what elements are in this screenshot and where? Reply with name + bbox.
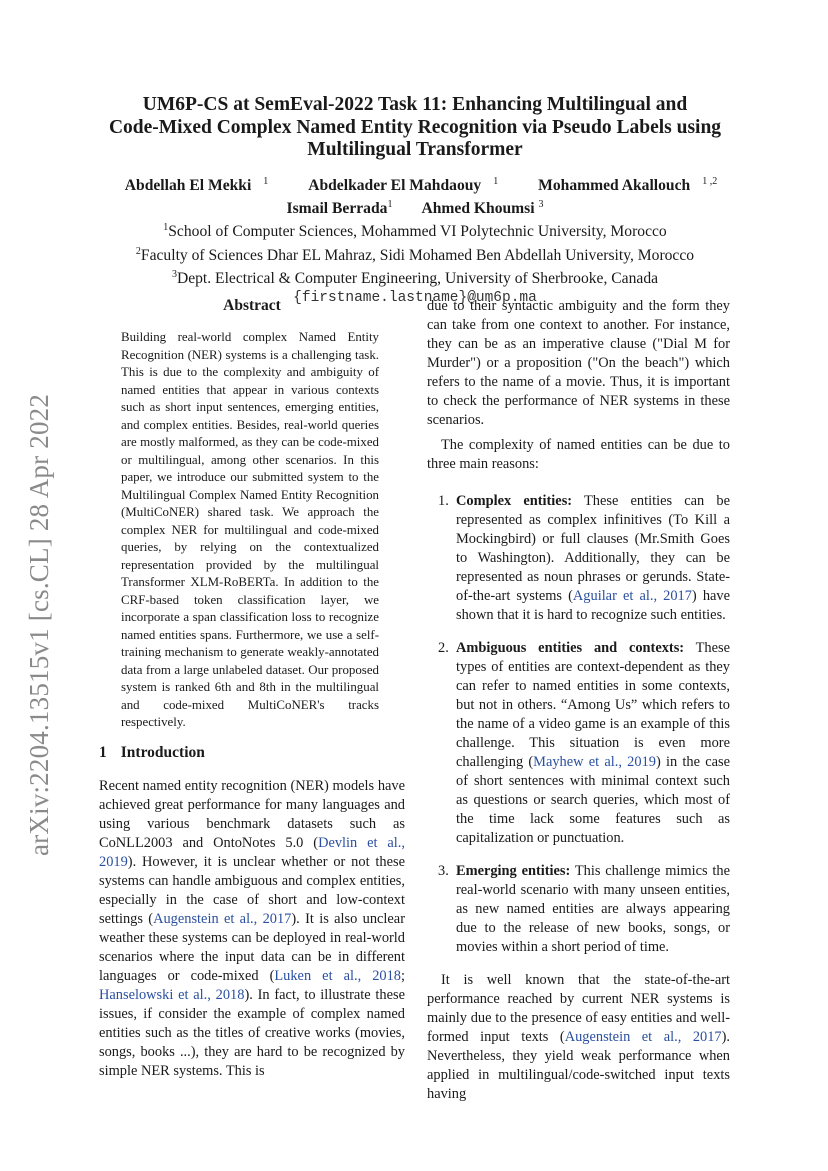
list-item: 2. Ambiguous entities and contexts: These types of entities are context-dependent as they can refer to named entities in some contexts, but not in others. “Among Us” which refers to the name of a video game is an example of this challenge. This situation is even more challenging (Mayhew et al., 2019) in the case of short sentences with minimal context such as questions or search queries, which most of the time lack some features such as capitalization or punctuation. <box>438 640 730 846</box>
citation-link[interactable]: Aguilar et al., 2017 <box>572 588 692 604</box>
paper-title <box>90 94 740 162</box>
paragraph: The complexity of named entities can be due to three main reasons: <box>427 437 730 472</box>
citation-link[interactable]: Hanselowski et al., 2018 <box>99 987 245 1003</box>
citation-link[interactable]: Mayhew et al., 2019 <box>533 754 656 770</box>
affiliations <box>90 218 740 309</box>
author: Mohammed Akallouch $^{1 ,2}$ <box>538 175 718 194</box>
list-item: 3. Emerging entities: This challenge mimics the real-world scenario with many unseen entities, as new named entities are always appearing due to the release of new books, songs, or movies within a short period of time. <box>438 863 730 955</box>
citation-link[interactable]: Augenstein et al., 2017 <box>564 1029 722 1045</box>
title-line-1: UM6P-CS at SemEval-2022 Task 11: Enhancing Multilingual and <box>142 94 688 115</box>
author: Ismail Berrada$^1$ <box>286 198 393 217</box>
paper-header <box>90 94 740 308</box>
citation-link[interactable]: Luken et al., 2018 <box>274 968 401 984</box>
paragraph: It is well known that the state-of-the-art performance reached by current NER systems is mainly due to the presence of easy entities and well-formed input texts (Augenstein et al., 2017). Nevertheless, they yield weak performance when applied in multilingual/code-switched input texts having <box>427 972 730 1102</box>
author: Ahmed Khoumsi $^3$ <box>421 198 544 217</box>
reasons-list <box>427 492 730 957</box>
title-line-2: Code-Mixed Complex Named Entity Recognition via Pseudo Labels using <box>108 116 722 138</box>
abstract-text: Building real-world complex Named Entity Recognition (NER) systems is a challenging task. This is due to the complexity and ambiguity of named entities that appear in various contexts such as short input sentences, emerging entities, and complex entities. Besides, real-world queries are mostly malformed, as they can be code-mixed or multilingual, among other scenarios. In this paper, we introduce our submitted system to the Multilingual Complex Named Entity Recognition (MultiCoNER) shared task. We approach the complex NER for multilingual and code-mixed queries, by relying on the contextualized representation provided by the multilingual Transformer XLM-RoBERTa. In addition to the CRF-based token classification layer, we incorporate a span classification loss to recognize named entities spans. Furthermore, we use a self-training mechanism to generate weakly-annotated data from a large unlabeled dataset. Our proposed system is ranked 6th and 8th in the multilingual and code-mixed MultiCoNER's tracks respectively. <box>121 330 379 729</box>
citation-link[interactable]: Augenstein et al., 2017 <box>153 911 292 927</box>
arxiv-side-stamp: arXiv:2204.13515v1 [cs.CL] 28 Apr 2022 <box>24 393 54 857</box>
author: Abdellah El Mekki $^1$ <box>124 175 269 194</box>
introduction-paragraph: Recent named entity recognition (NER) models have achieved great performance for many languages and using various benchmark datasets such as CoNLL2003 and OntoNotes 5.0 (Devlin et al., 2019). However, it is unclear whether or not these systems can handle ambiguous and complex entities, especially in the case of short and low-context settings (Augenstein et al., 2017). It is also unclear weather these systems can be deployed in real-world scenarios where the input data can be in different languages or code-mixed (Luken et al., 2018; Hanselowski et al., 2018). In fact, to illustrate these issues, if consider the example of complex named entities such as the titles of creative works (movies, songs, books ...), they are hard to be recognized by simple NER systems. This is <box>99 778 405 1079</box>
citation-link[interactable]: Devlin et al., 2019 <box>99 835 405 870</box>
affiliation: $^3$Dept. Electrical & Computer Engineering, University of Sherbrooke, Canada <box>171 269 659 288</box>
section-title: Introduction <box>120 744 205 761</box>
paragraph: due to their syntactic ambiguity and the form they can take from one context to another. For instance, they can be as an imperative clause ("Dial M for Murder") or a proposition ("On the beach") which refers to the name of a movie. Thus, it is important to check the performance of NER systems in these scenarios. <box>427 298 730 428</box>
title-line-3: Multilingual Transformer <box>307 139 523 160</box>
section-heading-introduction <box>99 744 205 762</box>
author: Abdelkader El Mahdaouy $^1$ <box>308 175 499 194</box>
affiliation: $^2$Faculty of Sciences Dhar EL Mahraz, Sidi Mohamed Ben Abdellah University, Morocco <box>135 245 695 264</box>
abstract-heading: Abstract <box>223 297 281 314</box>
affiliation: $^1$School of Computer Sciences, Mohammed VI Polytechnic University, Morocco <box>163 221 667 241</box>
section-number: 1 <box>99 744 107 761</box>
contact-email: {firstname.lastname}@um6p.ma <box>293 289 537 306</box>
author-list <box>90 172 740 218</box>
list-item: 1. Complex entities: These entities can be represented as complex infinitives (To Kill a Mockingbird) or full clauses (Mr.Smith Goes to Washington). Additionally, they can be represented as noun phrases or gerunds. State-of-the-art systems (Aguilar et al., 2017) have shown that it is hard to recognize such entities. <box>438 493 730 623</box>
right-column <box>427 297 730 1104</box>
